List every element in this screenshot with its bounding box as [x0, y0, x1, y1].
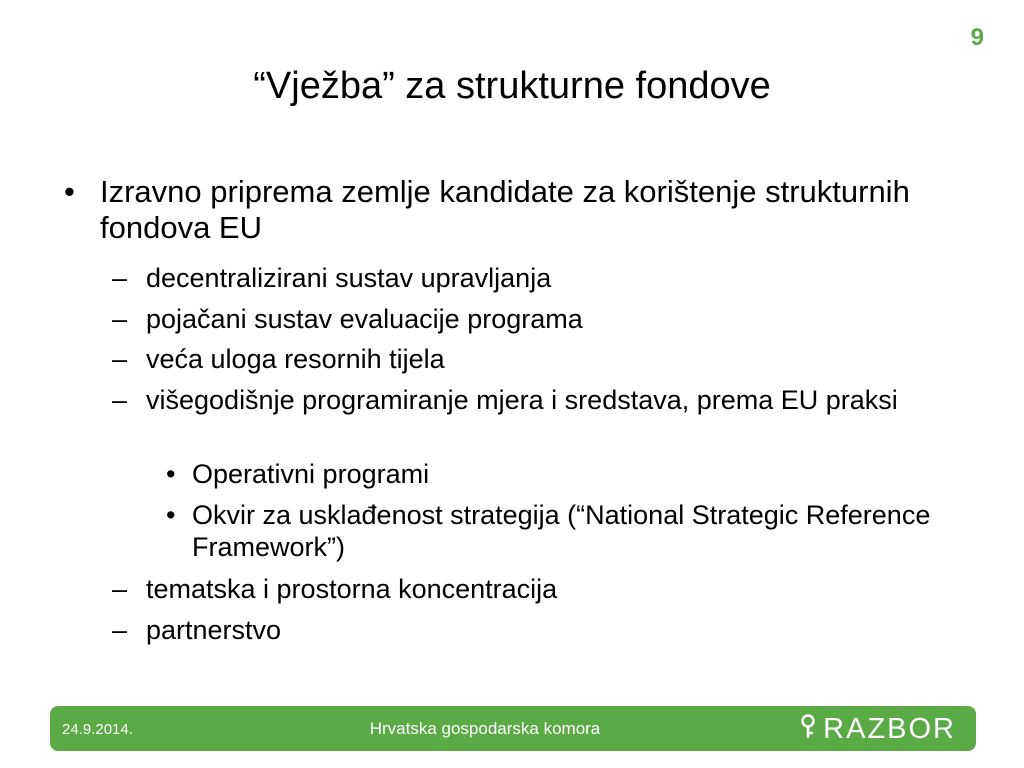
footer-bar: [50, 706, 976, 751]
bullet-text: Okvir za usklađenost strategija (“National Strategic Reference Framework”): [192, 500, 931, 562]
dash-marker: –: [112, 385, 128, 415]
footer-organization: Hrvatska gospodarska komora: [369, 719, 601, 738]
bullet-text: veća uloga resornih tijela: [146, 344, 445, 374]
bullet-marker: •: [166, 459, 176, 489]
dash-marker: –: [112, 344, 128, 374]
footer-date: 24.9.2014.: [62, 721, 133, 738]
bullet-level2: [112, 262, 966, 294]
dash-marker: –: [112, 263, 128, 293]
bullet-level2: [112, 343, 966, 375]
bullet-level2: [112, 384, 966, 416]
bullet-level2: [112, 303, 966, 335]
bullet-text: višegodišnje programiranje mjera i sredstava, prema EU praksi: [146, 385, 898, 415]
bullet-marker: •: [64, 174, 75, 209]
bullet-level2: [112, 573, 966, 605]
bullet-text: tematska i prostorna koncentracija: [146, 574, 558, 604]
dash-marker: –: [112, 615, 128, 645]
dash-marker: –: [112, 574, 128, 604]
razbor-logo: [799, 713, 956, 745]
bullet-text: Izravno priprema zemlje kandidate za korištenje strukturnih fondova EU: [100, 174, 910, 245]
bullet-text: Operativni programi: [192, 459, 430, 489]
logo-text: RAZBOR: [823, 712, 956, 745]
slide-title: “Vježba” za strukturne fondove: [253, 65, 771, 107]
bullet-text: partnerstvo: [146, 615, 282, 645]
bullet-text: decentralizirani sustav upravljanja: [146, 263, 552, 293]
slide-number: 9: [970, 24, 984, 51]
key-icon: [799, 714, 817, 745]
bullet-text: pojačani sustav evaluacije programa: [146, 304, 583, 334]
dash-marker: –: [112, 304, 128, 334]
bullet-level3: [166, 458, 982, 490]
bullet-marker: •: [166, 500, 176, 530]
bullet-level1: [64, 174, 970, 246]
bullet-level2: [112, 614, 966, 646]
bullet-level3: [166, 499, 982, 563]
